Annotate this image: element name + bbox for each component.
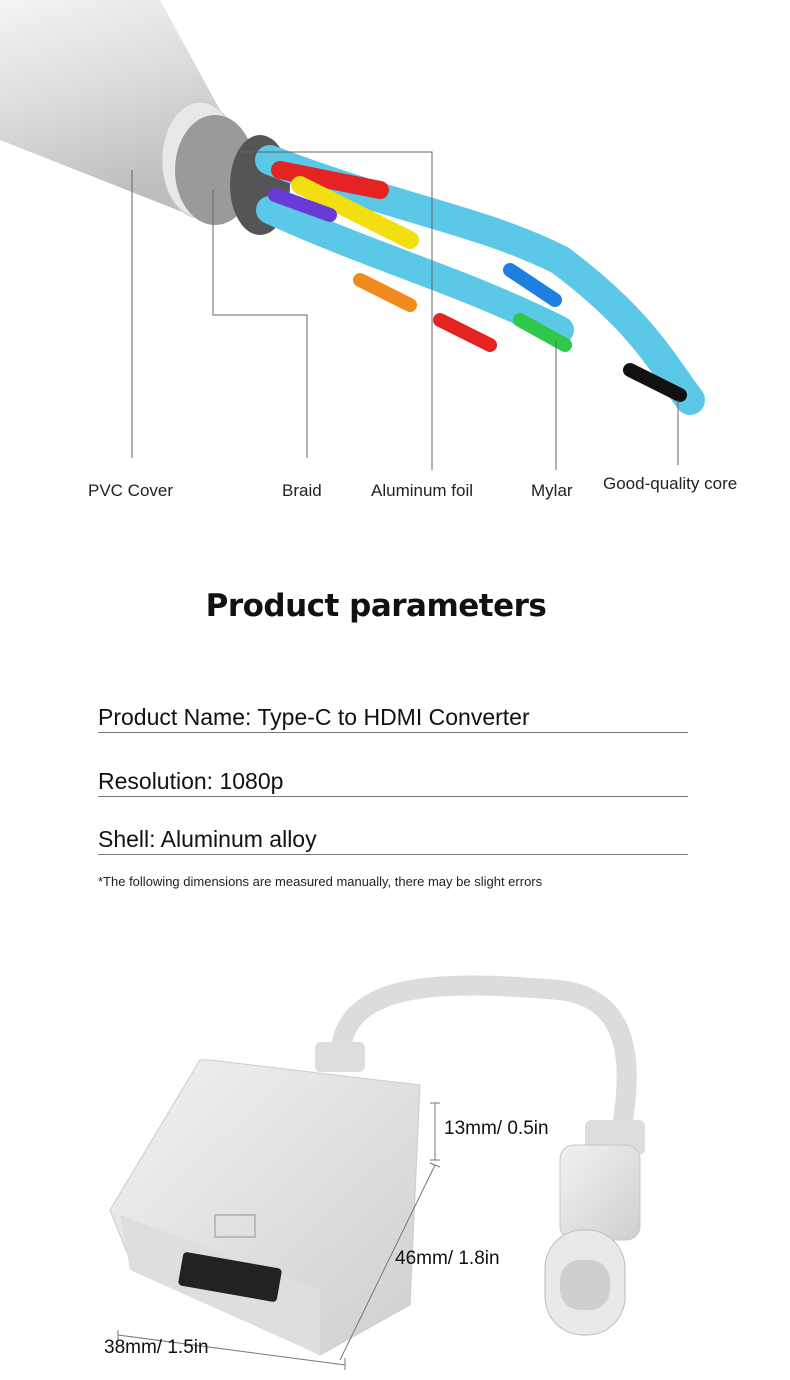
spec-product-name: Product Name: Type-C to HDMI Converter [98, 704, 688, 733]
dimension-thickness: 13mm/ 0.5in [444, 1118, 549, 1139]
dimension-width: 38mm/ 1.5in [104, 1337, 209, 1358]
spec-shell: Shell: Aluminum alloy [98, 826, 688, 855]
label-braid: Braid [282, 481, 322, 500]
label-mylar: Mylar [531, 481, 573, 500]
label-pvc-cover: PVC Cover [88, 481, 174, 500]
label-aluminum-foil: Aluminum foil [371, 481, 474, 500]
cable-cross-section-illustration [0, 0, 790, 470]
spec-resolution: Resolution: 1080p [98, 768, 688, 797]
page-title: Product parameters [205, 588, 547, 624]
adapter-illustration [0, 960, 790, 1380]
label-core: Good-quality core [603, 474, 738, 493]
dimension-length: 46mm/ 1.8in [395, 1248, 500, 1269]
dimension-note: *The following dimensions are measured manually, there may be slight errors [98, 874, 543, 889]
